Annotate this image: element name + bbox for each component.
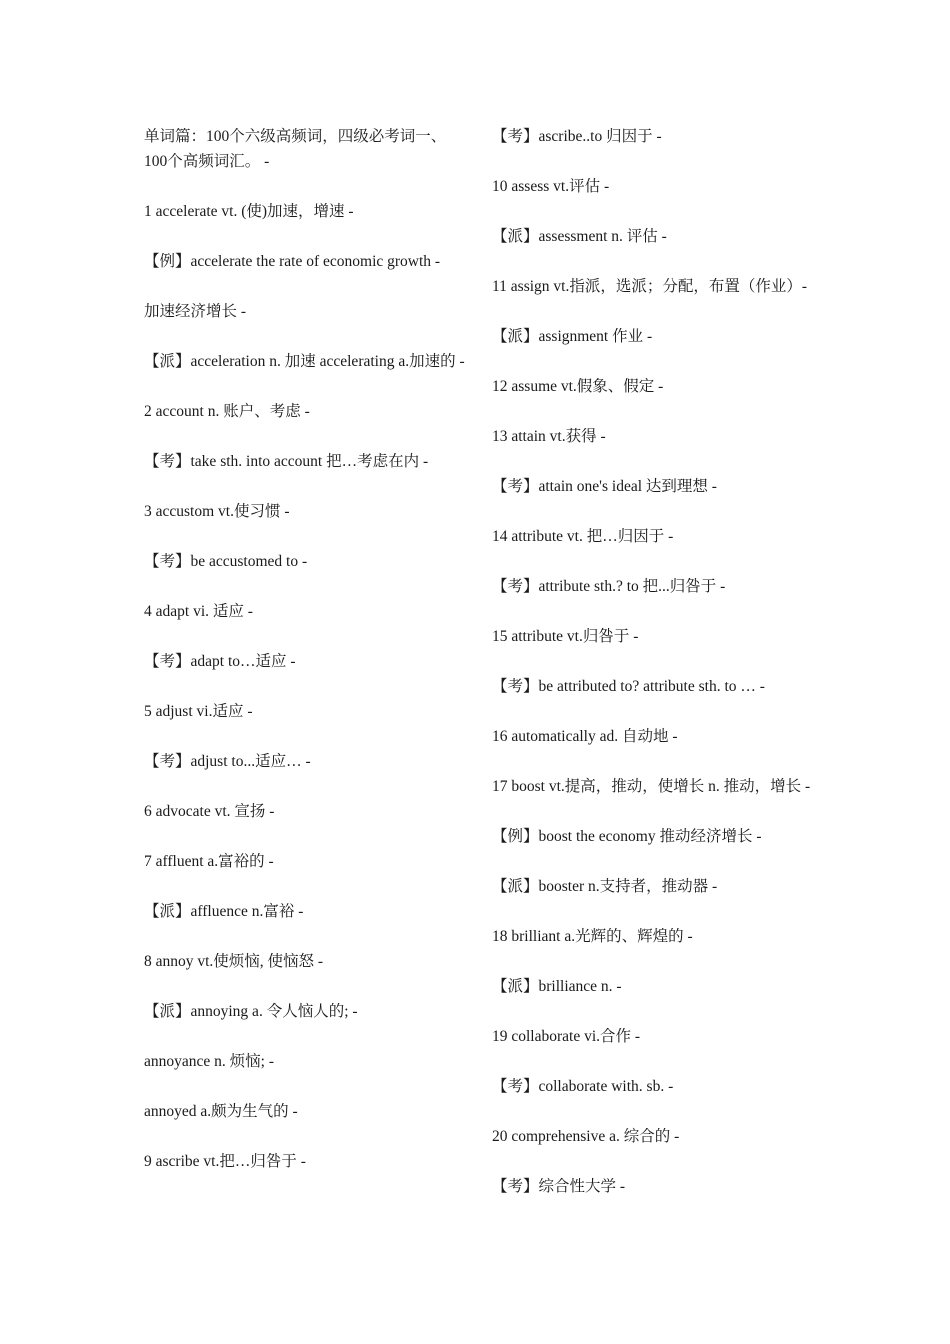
entry-paragraph: 16 automatically ad. 自动地 -: [492, 728, 678, 745]
derivative-paragraph: annoyed a.颇为生气的 -: [144, 1103, 298, 1120]
entry-paragraph: 11 assign vt.指派，选派；分配，布置（作业）-: [492, 278, 808, 295]
exam-note-paragraph: 【考】adjust to...适应… -: [144, 753, 311, 770]
exam-note-paragraph: 【考】综合性大学 -: [492, 1178, 626, 1195]
derivative-paragraph: 【派】brilliance n. -: [492, 978, 622, 995]
heading-paragraph: 单词篇：100个六级高频词，四级必考词一、100个高频词汇。 -: [144, 128, 447, 170]
derivative-paragraph: 【派】booster n.支持者，推动器 -: [492, 878, 718, 895]
derivative-paragraph: 【派】affluence n.富裕 -: [144, 903, 304, 920]
exam-note-paragraph: 【考】be attributed to? attribute sth. to … -: [492, 678, 765, 695]
entry-paragraph: 3 accustom vt.使习惯 -: [144, 503, 290, 520]
derivative-paragraph: 【派】annoying a. 令人恼人的; -: [144, 1003, 358, 1020]
exam-note-paragraph: 【考】ascribe..to 归因于 -: [492, 128, 662, 145]
entry-paragraph: 10 assess vt.评估 -: [492, 178, 610, 195]
entry-paragraph: 2 account n. 账户、考虑 -: [144, 403, 310, 420]
entry-paragraph: 20 comprehensive a. 综合的 -: [492, 1128, 680, 1145]
entry-paragraph: 12 assume vt.假象、假定 -: [492, 378, 664, 395]
entry-paragraph: 9 ascribe vt.把…归咎于 -: [144, 1153, 306, 1170]
example-paragraph: 【例】boost the economy 推动经济增长 -: [492, 828, 762, 845]
entry-paragraph: 7 affluent a.富裕的 -: [144, 853, 274, 870]
entry-paragraph: 17 boost vt.提高，推动，使增长 n. 推动，增长 -: [492, 778, 811, 795]
entry-paragraph: 5 adjust vi.适应 -: [144, 703, 253, 720]
exam-note-paragraph: 【考】take sth. into account 把…考虑在内 -: [144, 453, 429, 470]
entry-paragraph: 1 accelerate vt. (使)加速，增速 -: [144, 203, 354, 220]
left-column: [144, 124, 466, 1199]
entry-paragraph: 13 attain vt.获得 -: [492, 428, 606, 445]
entry-paragraph: 19 collaborate vi.合作 -: [492, 1028, 641, 1045]
entry-paragraph: 8 annoy vt.使烦恼, 使恼怒 -: [144, 953, 324, 970]
translation-paragraph: 加速经济增长 -: [144, 303, 247, 320]
entry-paragraph: 15 attribute vt.归咎于 -: [492, 628, 639, 645]
exam-note-paragraph: 【考】adapt to…适应 -: [144, 653, 296, 670]
example-paragraph: 【例】accelerate the rate of economic growth -: [144, 253, 441, 270]
entry-paragraph: 18 brilliant a.光辉的、辉煌的 -: [492, 928, 693, 945]
exam-note-paragraph: 【考】be accustomed to -: [144, 553, 308, 570]
derivative-paragraph: 【派】acceleration n. 加速 accelerating a.加速的 -: [144, 353, 465, 370]
derivative-paragraph: annoyance n. 烦恼; -: [144, 1053, 274, 1070]
entry-paragraph: 4 adapt vi. 适应 -: [144, 603, 253, 620]
exam-note-paragraph: 【考】attribute sth.? to 把...归咎于 -: [492, 578, 726, 595]
entry-paragraph: 6 advocate vt. 宣扬 -: [144, 803, 275, 820]
derivative-paragraph: 【派】assignment 作业 -: [492, 328, 653, 345]
entry-paragraph: 14 attribute vt. 把…归因于 -: [492, 528, 674, 545]
right-column: [492, 124, 814, 1224]
exam-note-paragraph: 【考】collaborate with. sb. -: [492, 1078, 674, 1095]
exam-note-paragraph: 【考】attain one's ideal 达到理想 -: [492, 478, 717, 495]
derivative-paragraph: 【派】assessment n. 评估 -: [492, 228, 667, 245]
